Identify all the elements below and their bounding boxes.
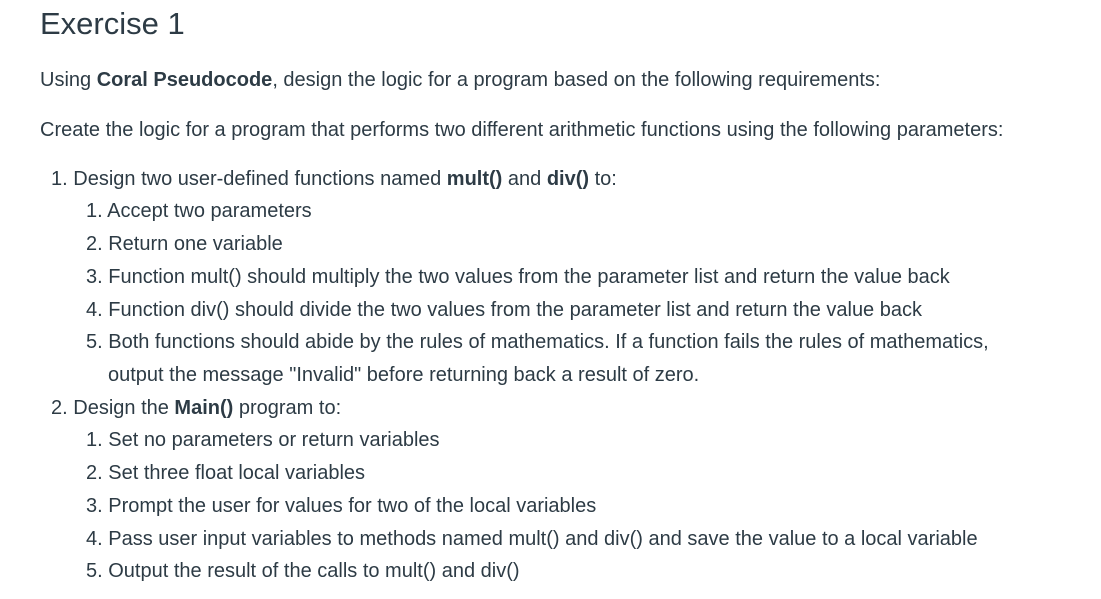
section-2-item: 5. Output the result of the calls to mult() and div() <box>86 560 520 582</box>
page-title: Exercise 1 <box>40 6 185 41</box>
section-2-suffix: program to: <box>233 397 342 419</box>
intro-paragraph <box>40 67 880 93</box>
section-1-middle: and <box>502 168 547 190</box>
section-1-item: 1. Accept two parameters <box>86 200 312 222</box>
task-paragraph: Create the logic for a program that performs two different arithmetic functions using the following parameters: <box>40 119 1004 141</box>
intro-suffix: , design the logic for a program based on the following requirements: <box>272 69 881 91</box>
section-2-heading <box>51 395 341 421</box>
section-1-heading <box>51 166 617 192</box>
section-1-bold-mult: mult() <box>446 168 503 190</box>
section-2-item: 3. Prompt the user for values for two of the local variables <box>86 495 597 517</box>
section-1-item: 4. Function div() should divide the two values from the parameter list and return the value back <box>86 299 922 321</box>
section-2-item: 2. Set three float local variables <box>86 462 366 484</box>
intro-bold-term: Coral Pseudocode <box>96 69 273 91</box>
section-1-item: 5. Both functions should abide by the rules of mathematics. If a function fails the rules of mathematics, <box>86 331 989 353</box>
section-2-item: 4. Pass user input variables to methods named mult() and div() and save the value to a local variable <box>86 528 978 550</box>
section-1-item: 3. Function mult() should multiply the two values from the parameter list and return the value back <box>86 266 950 288</box>
section-1-prefix: Design two user-defined functions named <box>73 168 447 190</box>
section-2-item: 1. Set no parameters or return variables <box>86 429 440 451</box>
section-1-item-continuation: output the message "Invalid" before returning back a result of zero. <box>108 364 700 386</box>
section-2-bold-main: Main() <box>174 397 234 419</box>
section-1-number: 1. <box>51 168 68 190</box>
section-1-item: 2. Return one variable <box>86 233 283 255</box>
section-2-number: 2. <box>51 397 68 419</box>
section-1-bold-div: div() <box>546 168 590 190</box>
section-1-suffix: to: <box>589 168 617 190</box>
section-2-prefix: Design the <box>73 397 175 419</box>
intro-prefix: Using <box>40 69 97 91</box>
